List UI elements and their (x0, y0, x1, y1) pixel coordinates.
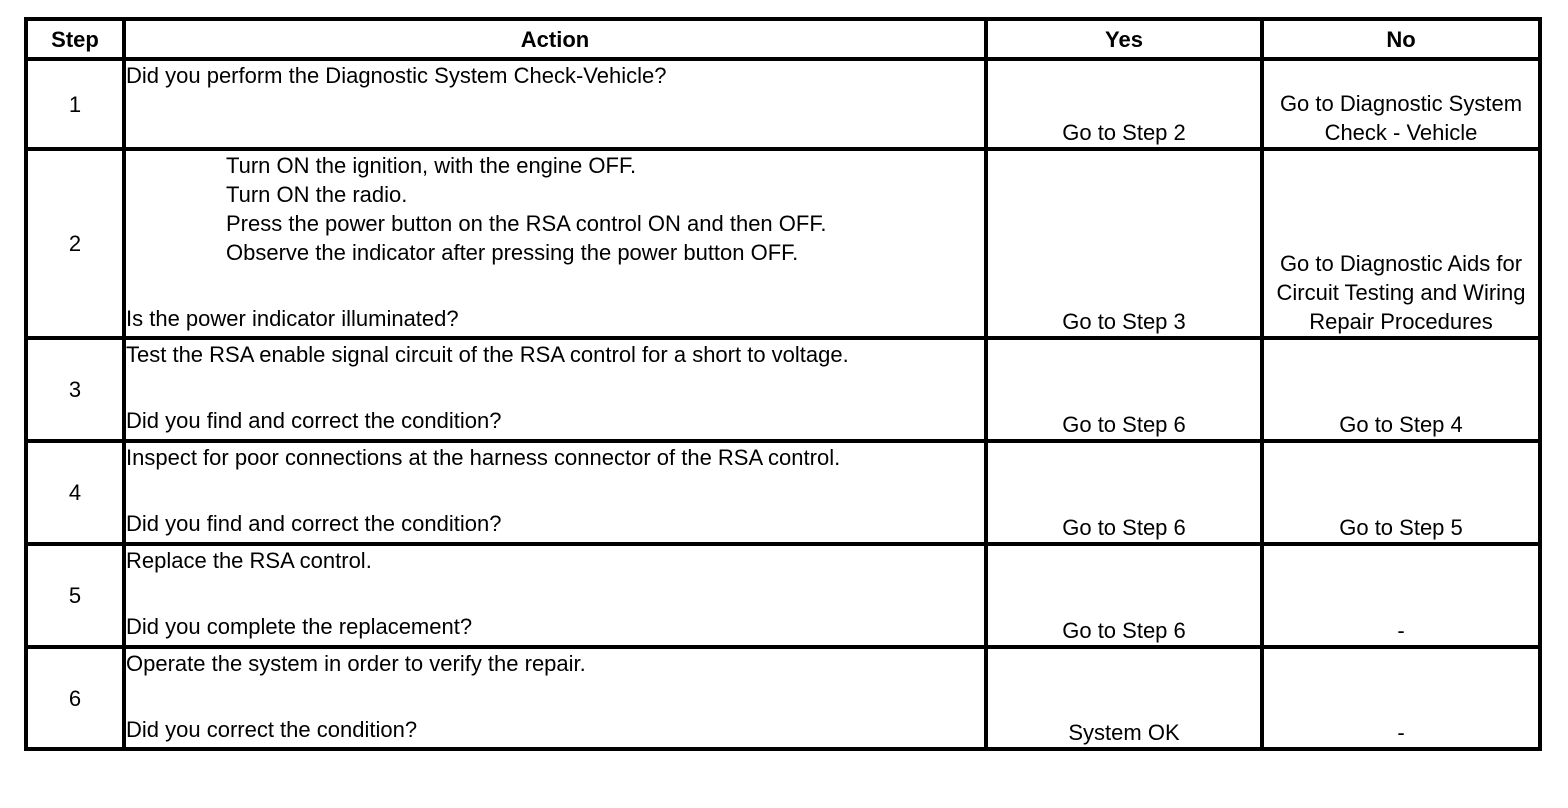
action-question: Did you complete the replacement? (126, 614, 473, 639)
yes-cell: Go to Step 6 (986, 338, 1262, 441)
step-number: 2 (26, 149, 124, 338)
action-cell (124, 647, 986, 749)
table-row (26, 338, 1540, 441)
action-question: Did you find and correct the condition? (126, 511, 502, 536)
no-cell: - (1262, 647, 1540, 749)
no-cell: Go to Diagnostic Aids for Circuit Testing and Wiring Repair Procedures (1262, 149, 1540, 338)
table-row (26, 149, 1540, 338)
action-cell (124, 149, 986, 338)
action-question: Is the power indicator illuminated? (126, 306, 459, 331)
table-row (26, 544, 1540, 647)
diagnostic-table (24, 17, 1542, 751)
no-cell: Go to Step 4 (1262, 338, 1540, 441)
table-row (26, 647, 1540, 749)
action-text: Test the RSA enable signal circuit of the RSA control for a short to voltage. (126, 342, 849, 367)
step-number: 3 (26, 338, 124, 441)
action-step: Press the power button on the RSA control ON and then OFF. (226, 211, 827, 236)
yes-cell: Go to Step 2 (986, 59, 1262, 149)
header-action: Action (124, 19, 986, 59)
action-step: Observe the indicator after pressing the power button OFF. (226, 240, 799, 265)
action-text: Did you perform the Diagnostic System Check-Vehicle? (126, 63, 667, 88)
header-no: No (1262, 19, 1540, 59)
table-row (26, 59, 1540, 149)
header-row (26, 19, 1540, 59)
action-text: Operate the system in order to verify the repair. (126, 651, 586, 676)
action-step: Turn ON the radio. (226, 182, 408, 207)
action-question: Did you correct the condition? (126, 717, 418, 742)
no-cell: Go to Diagnostic System Check - Vehicle (1262, 59, 1540, 149)
action-question: Did you find and correct the condition? (126, 408, 502, 433)
header-step: Step (26, 19, 124, 59)
action-cell (124, 441, 986, 544)
action-step: Turn ON the ignition, with the engine OFF. (226, 153, 637, 178)
yes-cell: System OK (986, 647, 1262, 749)
action-text: Inspect for poor connections at the harness connector of the RSA control. (126, 445, 841, 470)
step-number: 6 (26, 647, 124, 749)
action-cell (124, 544, 986, 647)
action-cell (124, 338, 986, 441)
step-number: 4 (26, 441, 124, 544)
step-number: 1 (26, 59, 124, 149)
yes-cell: Go to Step 3 (986, 149, 1262, 338)
step-number: 5 (26, 544, 124, 647)
action-text: Replace the RSA control. (126, 548, 372, 573)
action-cell (124, 59, 986, 149)
yes-cell: Go to Step 6 (986, 441, 1262, 544)
no-cell: - (1262, 544, 1540, 647)
header-yes: Yes (986, 19, 1262, 59)
table-row (26, 441, 1540, 544)
action-steps-list (126, 151, 984, 267)
no-cell: Go to Step 5 (1262, 441, 1540, 544)
yes-cell: Go to Step 6 (986, 544, 1262, 647)
